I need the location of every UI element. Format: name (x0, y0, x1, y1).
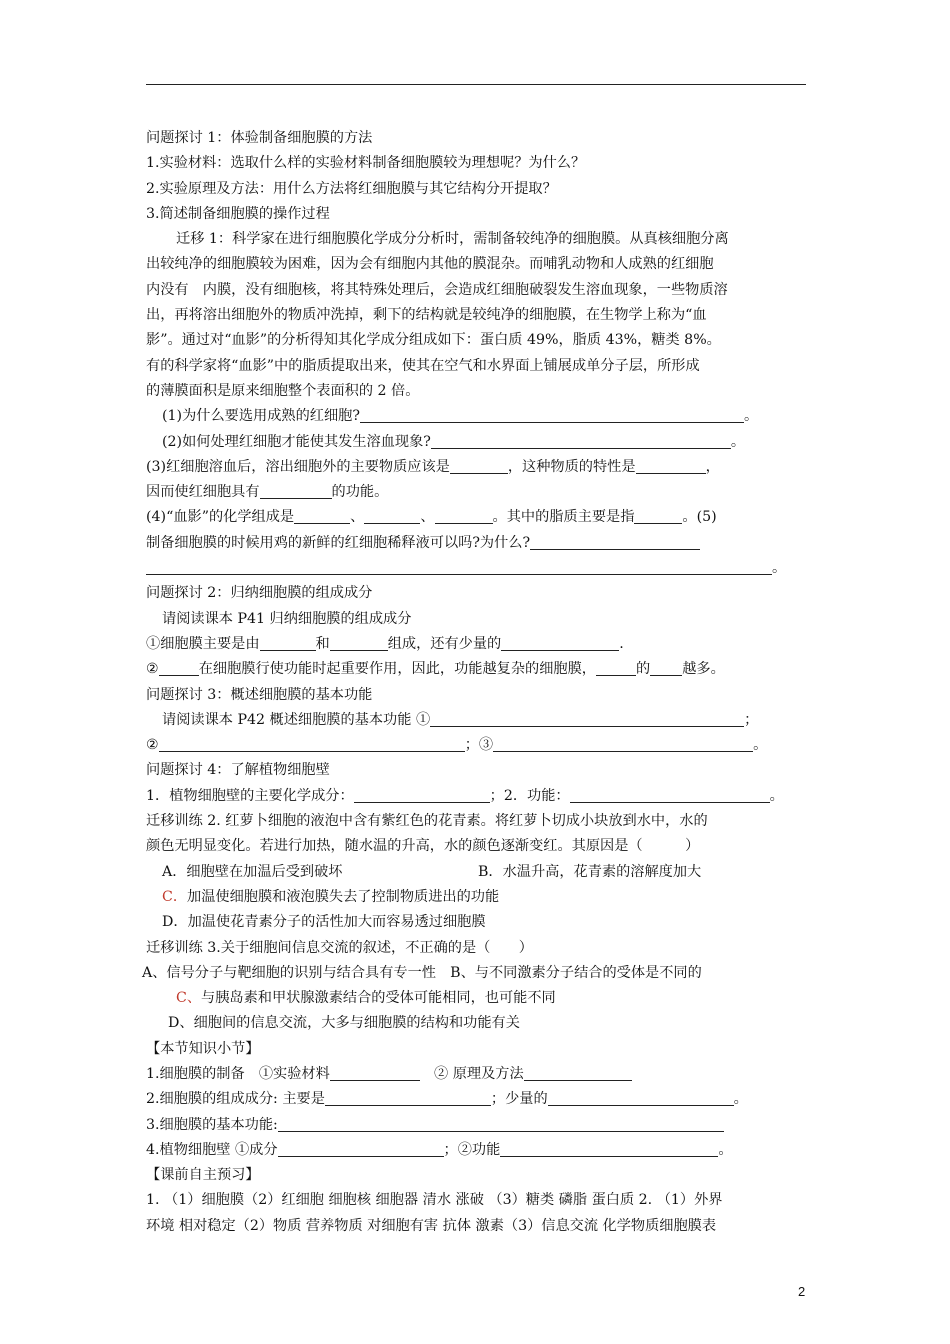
answer-blank[interactable] (278, 1115, 724, 1132)
page-number: 2 (798, 1284, 806, 1299)
answer-blank[interactable] (294, 507, 350, 524)
option-row[interactable]: A、信号分子与靶细胞的识别与结合具有专一性 B、与不同激素分子结合的受体是不同的 (142, 964, 702, 981)
section-title: 问题探讨 1：体验制备细胞膜的方法 (146, 130, 373, 146)
answer-blank[interactable] (360, 406, 744, 423)
answer-blank[interactable] (435, 507, 493, 524)
answer-blank[interactable] (159, 659, 199, 676)
question-text: 3.简述制备细胞膜的操作过程 (146, 205, 330, 222)
option-row (146, 860, 816, 885)
fill-line: 4.植物细胞壁 ①成分 ；②功能 。 (146, 1141, 733, 1158)
option-c[interactable]: C．加温使细胞膜和液泡膜失去了控制物质进出的功能 (162, 888, 500, 905)
section-title: 问题探讨 3：概述细胞膜的基本功能 (146, 686, 373, 703)
paragraph-line: 出，再将溶出细胞外的物质冲洗掉，剩下的结构就是较纯净的细胞膜，在生物学上称为“血 (146, 307, 707, 324)
answer-blank[interactable] (570, 786, 770, 803)
sub-question: (4)“血影”的化学组成是 、 、 。其中的脂质主要是指 。(5) (146, 509, 717, 526)
answer-blank[interactable] (330, 634, 388, 651)
fill-line: 2.细胞膜的组成成分: 主要是 ；少量的 。 (146, 1091, 748, 1108)
answer-blank[interactable] (524, 1064, 632, 1081)
paragraph-line: 有的科学家将“血影”中的脂质提取出来，使其在空气和水界面上铺展成单分子层，所形成 (146, 357, 700, 374)
answer-blank[interactable] (450, 457, 508, 474)
answer-blank[interactable] (431, 432, 731, 449)
fill-line: 请阅读课本 P42 概述细胞膜的基本功能 ① ； (162, 711, 759, 728)
fill-line: 1.细胞膜的制备 ①实验材料 ② 原理及方法 (146, 1062, 816, 1087)
paragraph-line: 影”。通过对“血影”的分析得知其化学成分组成如下：蛋白质 49%，脂质 43%，糖类 8%。 (146, 332, 721, 349)
paragraph-line: 内没有 内膜，没有细胞核，将其特殊处理后，会造成红细胞破裂发生溶血现象，一些物质溶 (146, 281, 728, 298)
sub-question: 因而使红细胞具有 的功能。 (146, 484, 389, 501)
answer-blank[interactable] (278, 1140, 444, 1157)
answer-blank[interactable] (634, 507, 682, 524)
preview-title: 【课前自主预习】 (146, 1167, 260, 1184)
answer-blank[interactable] (530, 533, 700, 550)
answer-line: 。 (146, 556, 816, 581)
question-text: 1.实验材料：选取什么样的实验材料制备细胞膜较为理想呢？为什么？ (146, 155, 586, 172)
option-a[interactable]: A．细胞壁在加温后受到破坏 (162, 863, 343, 880)
answer-blank[interactable] (650, 659, 682, 676)
fill-line: ①细胞膜主要是由 和 组成，还有少量的 . (146, 635, 624, 652)
option-b[interactable]: B．水温升高，花青素的溶解度加大 (478, 863, 702, 880)
answer-key-line: 环境 相对稳定（2）物质 营养物质 对细胞有害 抗体 激素（3）信息交流 化学物质细胞膜表 (146, 1217, 717, 1234)
worksheet-body (142, 126, 816, 1239)
section-title: 问题探讨 4：了解植物细胞壁 (146, 762, 330, 779)
fill-line: ② 在细胞膜行使功能时起重要作用，因此，功能越复杂的细胞膜， 的 越多。 (146, 661, 725, 678)
answer-blank[interactable] (500, 1140, 718, 1157)
question-text: 迁移训练 3.关于细胞间信息交流的叙述，不正确的是（ ） (146, 939, 533, 956)
section-title: 问题探讨 2：归纳细胞膜的组成成分 (146, 585, 373, 602)
answer-blank[interactable] (260, 482, 332, 499)
answer-blank[interactable] (260, 634, 316, 651)
option-d[interactable]: D．加温使花青素分子的活性加大而容易透过细胞膜 (162, 914, 486, 931)
instruction-text: 请阅读课本 P41 归纳细胞膜的组成成分 (162, 610, 412, 627)
option-d[interactable]: D、细胞间的信息交流，大多与细胞膜的结构和功能有关 (168, 1015, 520, 1032)
answer-blank[interactable] (159, 735, 465, 752)
answer-blank[interactable] (146, 558, 772, 575)
question-text: 2.实验原理及方法：用什么方法将红细胞膜与其它结构分开提取？ (146, 180, 557, 197)
sub-question: 制备细胞膜的时候用鸡的新鲜的红细胞稀释液可以吗?为什么? (146, 531, 816, 556)
paragraph-line: 出较纯净的细胞膜较为困难，因为会有细胞内其他的膜混杂。而哺乳动物和人成熟的红细胞 (146, 256, 714, 273)
answer-key-line: 1. （1）细胞膜（2）红细胞 细胞核 细胞器 清水 涨破 （3）糖类 磷脂 蛋白质 2. （1）外界 (146, 1192, 723, 1209)
option-c[interactable]: C、与胰岛素和甲状腺激素结合的受体可能相同，也可能不同 (176, 990, 556, 1007)
question-text: 迁移训练 2. 红萝卜细胞的液泡中含有紫红色的花青素。将红萝卜切成小块放到水中，水的 (146, 813, 708, 830)
fill-line: ② ；③ 。 (146, 737, 768, 754)
question-text: 颜色无明显变化。若进行加热，随水温的升高，水的颜色逐渐变红。其原因是（ ） (146, 838, 700, 855)
sub-question: (1)为什么要选用成熟的红细胞? 。 (162, 408, 759, 425)
answer-blank[interactable] (364, 507, 420, 524)
answer-blank[interactable] (596, 659, 636, 676)
header-rule (146, 84, 806, 85)
paragraph-line: 迁移 1：科学家在进行细胞膜化学成分分析时，需制备较纯净的细胞膜。从真核细胞分离 (176, 231, 729, 248)
answer-blank[interactable] (325, 1089, 491, 1106)
summary-title: 【本节知识小节】 (146, 1040, 260, 1057)
answer-blank[interactable] (330, 1064, 420, 1081)
answer-blank[interactable] (493, 735, 753, 752)
paragraph-line: 的薄膜面积是原来细胞整个表面积的 2 倍。 (146, 382, 420, 399)
sub-question: (3)红细胞溶血后，溶出细胞外的主要物质应该是 ，这种物质的特性是 ， (146, 458, 720, 475)
answer-blank[interactable] (636, 457, 706, 474)
answer-blank[interactable] (548, 1089, 734, 1106)
sub-question: (2)如何处理红细胞才能使其发生溶血现象? 。 (162, 433, 746, 450)
fill-line: 1．植物细胞壁的主要化学成分： ；2．功能： 。 (146, 787, 784, 804)
answer-blank[interactable] (501, 634, 619, 651)
answer-blank[interactable] (430, 710, 744, 727)
answer-blank[interactable] (354, 786, 490, 803)
fill-line: 3.细胞膜的基本功能: (146, 1113, 816, 1138)
